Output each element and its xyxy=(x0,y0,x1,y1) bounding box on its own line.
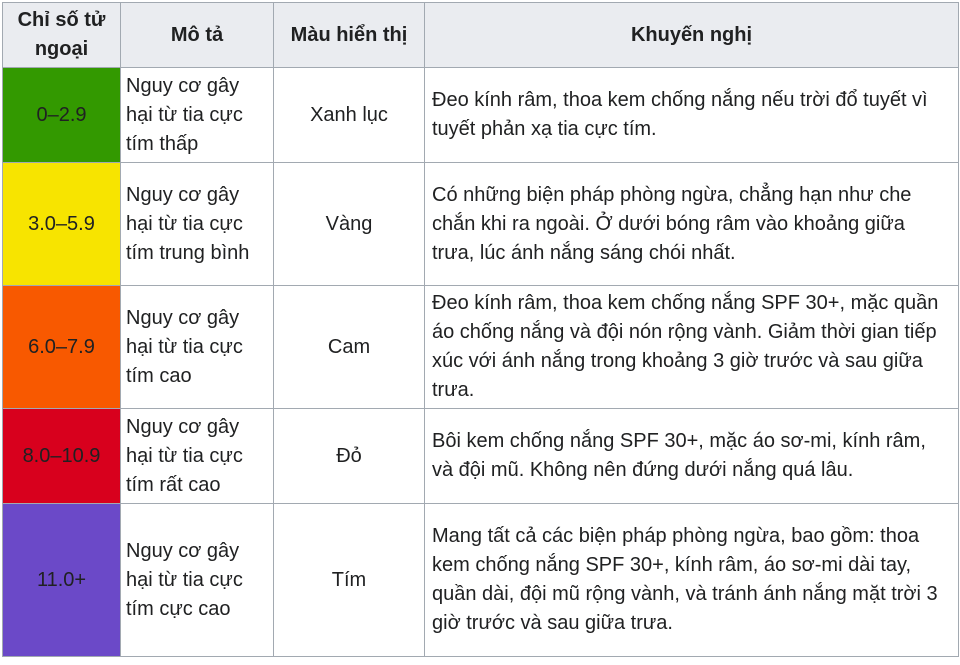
uv-index-table xyxy=(2,2,959,657)
uv-index-cell: 6.0–7.9 xyxy=(3,286,121,409)
recommendation-cell: Có những biện pháp phòng ngừa, chẳng hạn như che chắn khi ra ngoài. Ở dưới bóng râm vào khoảng giữa trưa, lúc ánh nắng sáng chói nhất. xyxy=(425,163,959,286)
color-name-cell: Cam xyxy=(274,286,425,409)
description-cell: Nguy cơ gây hại từ tia cực tím trung bình xyxy=(121,163,274,286)
description-cell: Nguy cơ gây hại từ tia cực tím thấp xyxy=(121,68,274,163)
description-cell: Nguy cơ gây hại từ tia cực tím cao xyxy=(121,286,274,409)
header-description: Mô tả xyxy=(121,3,274,68)
recommendation-cell: Đeo kính râm, thoa kem chống nắng SPF 30+, mặc quần áo chống nắng và đội nón rộng vành. Giảm thời gian tiếp xúc với ánh nắng trong khoảng 3 giờ trước và sau giữa trưa. xyxy=(425,286,959,409)
table-row xyxy=(3,68,959,163)
table-row xyxy=(3,163,959,286)
uv-index-cell: 8.0–10.9 xyxy=(3,409,121,504)
color-name-cell: Đỏ xyxy=(274,409,425,504)
color-name-cell: Vàng xyxy=(274,163,425,286)
description-cell: Nguy cơ gây hại từ tia cực tím cực cao xyxy=(121,504,274,657)
table-row xyxy=(3,504,959,657)
header-recommendation: Khuyến nghị xyxy=(425,3,959,68)
color-name-cell: Tím xyxy=(274,504,425,657)
recommendation-cell: Mang tất cả các biện pháp phòng ngừa, bao gồm: thoa kem chống nắng SPF 30+, kính râm, áo sơ-mi dài tay, quần dài, đội mũ rộng vành, và tránh ánh nắng mặt trời 3 giờ trước và sau giữa trưa. xyxy=(425,504,959,657)
color-name-cell: Xanh lục xyxy=(274,68,425,163)
table-row xyxy=(3,409,959,504)
header-index: Chỉ số tử ngoại xyxy=(3,3,121,68)
description-cell: Nguy cơ gây hại từ tia cực tím rất cao xyxy=(121,409,274,504)
uv-index-cell: 0–2.9 xyxy=(3,68,121,163)
recommendation-cell: Đeo kính râm, thoa kem chống nắng nếu trời đổ tuyết vì tuyết phản xạ tia cực tím. xyxy=(425,68,959,163)
uv-index-cell: 3.0–5.9 xyxy=(3,163,121,286)
uv-index-cell: 11.0+ xyxy=(3,504,121,657)
header-row xyxy=(3,3,959,68)
table-row xyxy=(3,286,959,409)
recommendation-cell: Bôi kem chống nắng SPF 30+, mặc áo sơ-mi, kính râm, và đội mũ. Không nên đứng dưới nắng quá lâu. xyxy=(425,409,959,504)
header-display-color: Màu hiển thị xyxy=(274,3,425,68)
